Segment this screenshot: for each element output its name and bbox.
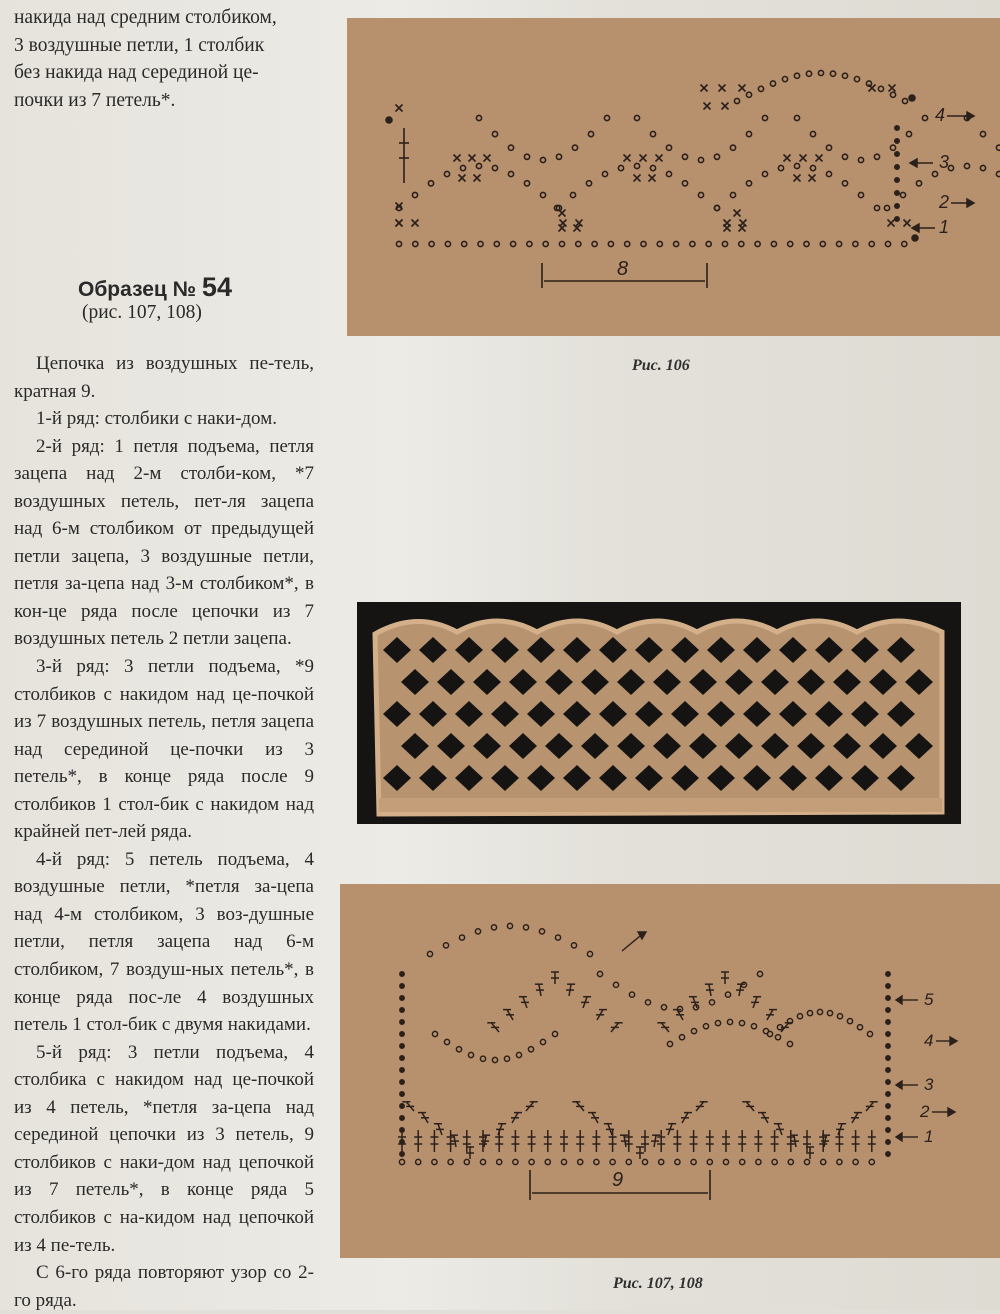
intro-text	[14, 4, 314, 114]
lace-sample-photo	[357, 602, 961, 824]
repeat-label-106: 8	[617, 258, 629, 280]
instruction-paragraph: 5-й ряд: 3 петли подъема, 4 столбика с накидом над це-почкой из 4 петель, *петля за-цепа над серединой цепочки из 3 петель, 9 столбиков с наки-дом над цепочкой из 7 петель*, в конце ряда 5 столбиков с на-кидом над цепочкой из 4 пе-тель.	[14, 1041, 314, 1256]
lace-photo-illustration	[357, 602, 961, 824]
figure-107-108-caption: Рис. 107, 108	[613, 1275, 703, 1292]
figure-106-chart	[347, 18, 1000, 336]
intro-line: 3 воздушные петли, 1 столбик	[14, 34, 265, 56]
instruction-paragraph: 2-й ряд: 1 петля подъема, петля зацепа над 2-м столби-ком, *7 воздушных петель, пет-ля зацепа над 6-м столбиком от предыдущей петли зацепа, 3 воздушные петли, петля за-цепа над 3-м столбиком*, в кон-це ряда после цепочки из 7 воздушных петель 2 петли зацепа.	[14, 435, 314, 650]
figure-107-108-chart	[340, 884, 1000, 1258]
instruction-paragraph: С 6-го ряда повторяют узор со 2-го ряда.	[14, 1262, 314, 1311]
crochet-chart-106	[347, 18, 1000, 336]
row-label: 3	[939, 152, 950, 172]
repeat-label-107: 9	[612, 1169, 624, 1191]
instruction-paragraph: 1-й ряд: столбики с наки-дом.	[36, 408, 277, 430]
row-label: 4	[924, 1031, 934, 1050]
figure-106-caption: Рис. 106	[632, 357, 690, 374]
bleed-through-text	[660, 380, 990, 580]
row-label: 1	[924, 1127, 934, 1146]
instruction-paragraph: 3-й ряд: 3 петли подъема, *9 столбиков с накидом над це-почкой из 7 воздушных петель, петля зацепа над серединой це-почки из 3 петель*, в конце ряда после 9 столбиков 1 стол-бик с накидом над крайней пет-лей ряда.	[14, 656, 314, 843]
sample-number: 54	[201, 272, 232, 302]
sample-heading	[78, 272, 232, 303]
instruction-paragraph: Цепочка из воздушных пе-тель, кратная 9.	[14, 353, 314, 402]
intro-line: накида над средним столбиком,	[14, 7, 277, 28]
row-label: 2	[939, 192, 950, 212]
instructions	[14, 350, 314, 1314]
crochet-chart-107	[340, 884, 1000, 1258]
sample-title: Образец №	[78, 278, 197, 301]
sample-refs: (рис. 107, 108)	[82, 302, 202, 323]
row-label: 4	[935, 105, 946, 125]
intro-line: почки из 7 петель*.	[14, 89, 176, 111]
row-label: 2	[920, 1102, 930, 1121]
row-label: 3	[924, 1075, 934, 1094]
row-label: 5	[924, 990, 934, 1009]
instruction-paragraph: 4-й ряд: 5 петель подъема, 4 воздушные петли, *петля за-цепа над 4-м столбиком, 3 воз-душные петли, петля зацепа над 6-м столбиком, 7 воздуш-ных петель*, в конце ряда пос-ле 4 воздушных петель 1 стол-бик с двумя накидами.	[14, 848, 314, 1036]
row-label: 1	[939, 217, 950, 237]
intro-line: без накида над серединой це-	[14, 62, 259, 84]
